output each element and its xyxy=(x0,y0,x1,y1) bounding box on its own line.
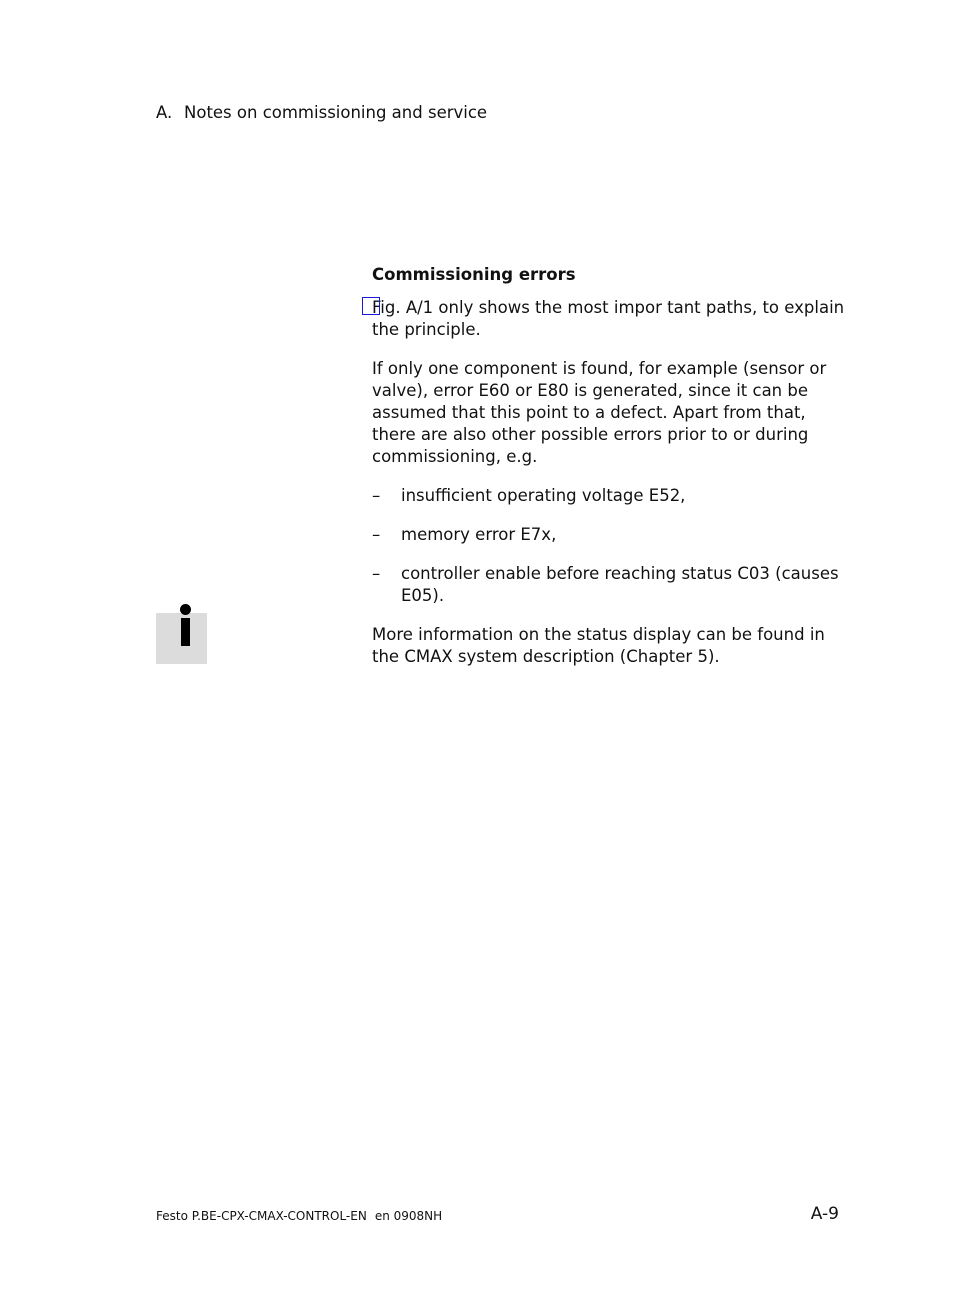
chapter-number: A. xyxy=(156,103,173,122)
info-icon-dot xyxy=(180,604,191,615)
list-dash: – xyxy=(372,525,381,544)
footer-edition: en 0908NH xyxy=(374,1209,443,1223)
list-item-text: insufficient operating voltage E52, xyxy=(401,486,686,505)
link-marker-icon[interactable] xyxy=(362,297,380,315)
list-item xyxy=(372,524,852,546)
error-list xyxy=(372,485,852,607)
list-dash: – xyxy=(372,564,381,583)
page-number: A-9 xyxy=(810,1204,839,1224)
list-item-text: memory error E7x, xyxy=(401,525,557,544)
list-item xyxy=(372,485,852,507)
section-heading: Commissioning errors xyxy=(372,265,576,284)
list-dash: – xyxy=(372,486,381,505)
list-item-text: controller enable before reaching status C03 (causes E05). xyxy=(401,564,839,605)
note-text: More information on the status display can be found in the CMAX system description (Chapter 5). xyxy=(372,625,825,666)
footer-document-id: Festo P.BE-CPX-CMAX-CONTROL-EN xyxy=(156,1209,367,1223)
info-icon-stem xyxy=(181,618,190,646)
info-icon xyxy=(156,601,207,664)
paragraph-errors: If only one component is found, for example (sensor or valve), error E60 or E80 is generated, since it can be assumed that this point to a defect. Apart from that, there are also other possible errors prior to or during commissioning, e.g. xyxy=(372,359,827,466)
chapter-title: Notes on commissioning and service xyxy=(184,103,488,122)
main-content xyxy=(372,263,852,685)
paragraph-figure-reference xyxy=(372,297,852,341)
paragraph-figure-reference-text: Fig. A/1 only shows the most impor tant paths, to explain the principle. xyxy=(372,298,845,339)
footer-document-info xyxy=(156,1208,442,1224)
running-head xyxy=(156,101,487,125)
list-item xyxy=(372,563,852,607)
